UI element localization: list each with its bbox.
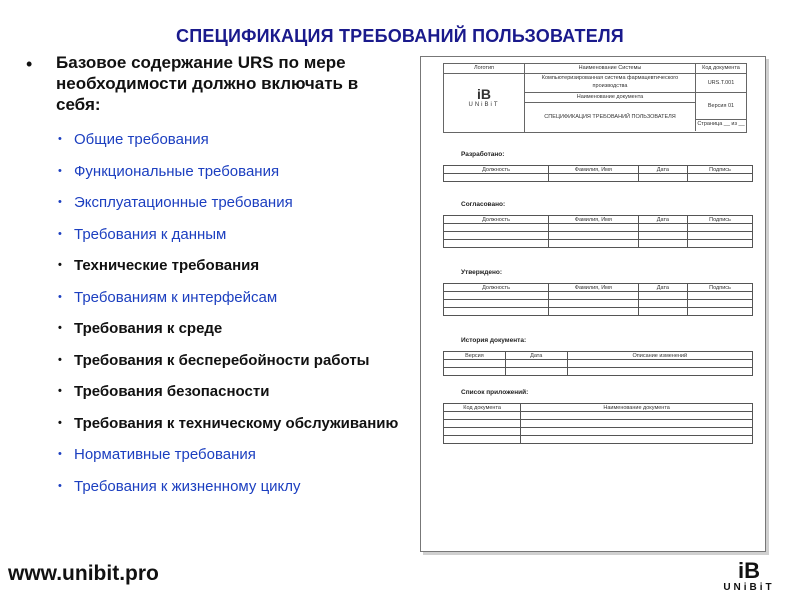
doc-table-cell [444, 420, 521, 428]
doc-table-header-cell: Фамилия, Имя [549, 284, 639, 292]
doc-table-history [443, 351, 753, 376]
bullet-icon: • [58, 479, 62, 492]
doc-logo [444, 74, 525, 132]
doc-version-cell [696, 93, 746, 120]
doc-table-cell [444, 308, 549, 316]
doc-table-cell [567, 368, 752, 376]
doc-table-approved [443, 283, 753, 316]
doc-table-cell [521, 428, 753, 436]
doc-table-attachments [443, 403, 753, 444]
doc-table-cell [549, 232, 639, 240]
doc-code-label: Код документа [696, 64, 746, 74]
doc-table-cell [444, 300, 549, 308]
doc-table-developed [443, 165, 753, 182]
doc-name-value: СПЕЦИФИКАЦИЯ ТРЕБОВАНИЙ ПОЛЬЗОВАТЕЛЯ [525, 103, 696, 131]
doc-table-header-cell: Фамилия, Имя [549, 166, 639, 174]
requirement-label: Технические требования [74, 257, 260, 274]
doc-table-cell [549, 240, 639, 248]
bullet-icon: • [58, 353, 62, 366]
doc-section-approved: Утверждено: [461, 269, 503, 276]
doc-table-cell [688, 174, 753, 182]
requirement-label: Эксплуатационные требования [74, 194, 293, 211]
doc-table-cell [444, 240, 549, 248]
doc-table-header-cell: Подпись [688, 284, 753, 292]
doc-table-cell [549, 174, 639, 182]
doc-logo-mark: iB [477, 86, 491, 102]
requirement-label: Требования к бесперебойности работы [74, 351, 370, 369]
requirement-label: Требования к жизненному циклу [74, 477, 301, 495]
doc-table-cell [688, 240, 753, 248]
doc-table-cell [444, 292, 549, 300]
doc-table-cell [688, 232, 753, 240]
doc-table-agreed [443, 215, 753, 248]
doc-table-cell [444, 174, 549, 182]
doc-table-cell [638, 174, 687, 182]
doc-table-header-cell: Должность [444, 166, 549, 174]
bullet-icon: • [58, 385, 62, 397]
doc-section-history: История документа: [461, 337, 527, 344]
doc-table-cell [549, 292, 639, 300]
bullet-icon: • [58, 290, 62, 303]
doc-table-cell [638, 308, 687, 316]
intro-block [26, 52, 406, 115]
requirements-list [58, 124, 408, 502]
website-url[interactable]: www.unibit.pro [8, 562, 159, 585]
doc-table-cell [549, 300, 639, 308]
doc-table-header-cell: Дата [638, 216, 687, 224]
doc-table-cell [444, 368, 506, 376]
document-preview [420, 56, 766, 552]
doc-table-header-cell: Дата [638, 284, 687, 292]
doc-section-agreed: Согласовано: [461, 201, 506, 208]
doc-table-header-cell: Дата [505, 352, 567, 360]
doc-table-cell [521, 420, 753, 428]
doc-version-label: Версия [707, 103, 727, 109]
doc-table-cell [688, 308, 753, 316]
doc-table-cell [638, 300, 687, 308]
doc-section-developed: Разработано: [461, 151, 505, 158]
doc-table-cell [549, 308, 639, 316]
doc-logo-word: UNiBiT [468, 102, 500, 108]
doc-header-logo-label: Логотип [444, 64, 525, 74]
brand-mark: iB [738, 558, 760, 583]
requirement-label: Требования к техническому обслуживанию [74, 414, 399, 432]
doc-table-header-cell: Версия [444, 352, 506, 360]
requirement-item [58, 282, 408, 314]
requirement-label: Требования безопасности [74, 383, 270, 400]
bullet-icon: • [26, 54, 33, 74]
doc-table-cell [688, 300, 753, 308]
requirement-item [58, 124, 408, 156]
requirement-item [58, 471, 408, 503]
requirement-item [58, 250, 408, 282]
doc-system-value: Компьютеризированная система фармацевтического производства [525, 74, 696, 93]
doc-table-header-cell: Описание изменений [567, 352, 752, 360]
bullet-icon: • [58, 259, 62, 271]
doc-name-label: Наименование документа [525, 93, 696, 103]
bullet-icon: • [58, 196, 62, 208]
doc-header [443, 63, 747, 133]
doc-table-cell [638, 232, 687, 240]
doc-table-cell [567, 360, 752, 368]
doc-table-cell [638, 224, 687, 232]
doc-table-header-cell: Наименование документа [521, 404, 753, 412]
doc-table-header-cell: Подпись [688, 166, 753, 174]
requirement-label: Требования к данным [74, 225, 227, 243]
requirement-item [58, 156, 408, 188]
requirement-label: Общие требования [74, 131, 209, 148]
bullet-icon: • [58, 448, 62, 460]
requirement-item [58, 313, 408, 345]
doc-page-label: Страница __ из __ [697, 121, 745, 127]
doc-table-cell [444, 232, 549, 240]
doc-table-cell [444, 360, 506, 368]
doc-table-cell [549, 224, 639, 232]
requirement-item [58, 439, 408, 471]
doc-table-cell [638, 292, 687, 300]
requirement-item [58, 376, 408, 408]
doc-table-cell [505, 368, 567, 376]
doc-system-label: Наименование Системы [525, 64, 696, 74]
bullet-icon: • [58, 227, 62, 240]
doc-table-cell [444, 412, 521, 420]
doc-table-cell [688, 292, 753, 300]
requirement-item [58, 219, 408, 251]
doc-section-attachments: Список приложений: [461, 389, 529, 396]
doc-table-cell [444, 428, 521, 436]
brand-logo [714, 560, 784, 593]
intro-text: Базовое содержание URS по мере необходимости должно включать в себя: [56, 53, 359, 114]
doc-table-cell [688, 224, 753, 232]
doc-table-cell [521, 436, 753, 444]
requirement-label: Нормативные требования [74, 446, 256, 463]
doc-version-value: 01 [728, 103, 735, 109]
doc-table-cell [505, 360, 567, 368]
bullet-icon: • [58, 416, 62, 429]
doc-table-header-cell: Код документа [444, 404, 521, 412]
requirement-item [58, 345, 408, 377]
brand-word: UNiBiT [723, 582, 775, 593]
doc-table-header-cell: Должность [444, 284, 549, 292]
doc-table-cell [444, 224, 549, 232]
page-title: СПЕЦИФИКАЦИЯ ТРЕБОВАНИЙ ПОЛЬЗОВАТЕЛЯ [176, 26, 624, 46]
doc-table-header-cell: Дата [638, 166, 687, 174]
bullet-icon: • [58, 164, 62, 177]
doc-table-cell [638, 240, 687, 248]
doc-table-header-cell: Подпись [688, 216, 753, 224]
requirement-label: Функциональные требования [74, 162, 280, 180]
doc-table-header-cell: Фамилия, Имя [549, 216, 639, 224]
doc-table-header-cell: Должность [444, 216, 549, 224]
requirement-label: Требования к среде [74, 320, 223, 337]
requirement-item [58, 408, 408, 440]
doc-code-value: URS.T.001 [696, 74, 746, 93]
requirement-item [58, 187, 408, 219]
doc-table-cell [444, 436, 521, 444]
bullet-icon: • [58, 322, 62, 334]
requirement-label: Требованиям к интерфейсам [74, 288, 278, 306]
doc-table-cell [521, 412, 753, 420]
bullet-icon: • [58, 133, 62, 145]
